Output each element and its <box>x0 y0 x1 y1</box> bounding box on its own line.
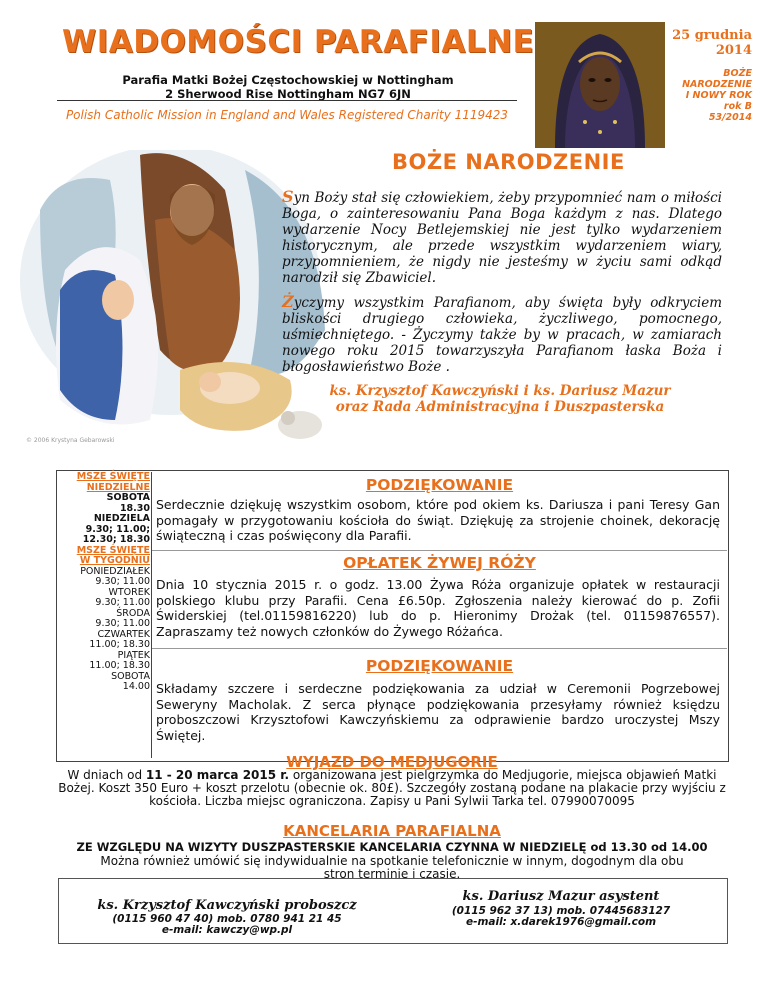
mass-time-wed: 9.30; 11.00 <box>95 618 150 629</box>
pastor-phone: (0115 960 47 40) mob. 0780 941 21 45 <box>112 913 342 925</box>
medjugorje-body-pre: W dniach od <box>67 768 146 782</box>
christmas-signature-1: ks. Krzysztof Kawczyński i ks. Dariusz Mazur <box>329 383 671 399</box>
painting-signature: © 2006 Krystyna Gebarowski <box>26 437 115 444</box>
thanks-1-body: Serdecznie dziękuję wszystkim osobom, które pod okiem ks. Dariusza i pani Teresy Gan pomagały w przygotowaniu kościoła do świąt. Dziękuję za strojenie choinek, dekorację świąteczną i czas poświęcony dla Parafii. <box>156 497 720 543</box>
newsletter-title: WIADOMOŚCI PARAFIALNE <box>62 24 535 60</box>
oplatek-body: Dnia 10 stycznia 2015 r. o godz. 13.00 Żywa Róża organizuje opłatek w restauracji polskiego klubu przy Parafii. Cena £6.50p. Zgłoszenia należy kierować do p. Zofii Świderskiej (tel.01159816220) lub do p. Hieronimy Drożak (tel. 01159876557). Zapraszamy też nowych członków do Żywego Różańca. <box>156 577 720 639</box>
assistant-email: e-mail: x.darek1976@gmail.com <box>465 916 657 928</box>
mass-time-sat: 18.30 <box>119 502 150 514</box>
office-hours: ZE WZGLĘDU NA WIZYTY DUSZPASTERSKIE KANCELARIA CZYNNA W NIEDZIELĘ od 13.30 od 14.00 <box>76 840 708 854</box>
mass-time-mon: 9.30; 11.00 <box>95 576 150 587</box>
mass-time-tue: 9.30; 11.00 <box>95 597 150 608</box>
oplatek-title: OPŁATEK ŻYWEJ RÓŻY <box>343 554 536 572</box>
christmas-signature-2: oraz Rada Administracyjna i Duszpasterska <box>335 399 665 415</box>
pastor-name: ks. Krzysztof Kawczyński proboszcz <box>97 898 357 913</box>
christmas-p2-text: yczymy wszystkim Parafianom, aby święta były odkryciem bliskości drugiego człowieka, życzliwego, pomocnego, uśmiechniętego. - Życzymy także by w pracach, w zamiarach nowego roku 2015 towarzyszyła Parafianom łaska Boża i błogosławieństwo Boże . <box>282 295 722 375</box>
mass-day-wed: ŚRODA <box>116 607 150 619</box>
mass-column-divider <box>151 472 152 758</box>
office-title: KANCELARIA PARAFIALNA <box>283 822 501 840</box>
masthead-divider <box>57 100 517 101</box>
dropcap-z: Ż <box>282 292 294 311</box>
sunday-mass-heading-2: NIEDZIELNE <box>86 481 150 493</box>
issue-feast-1: BOŻE <box>723 68 752 79</box>
mass-day-sun: NIEDZIELA <box>93 513 150 524</box>
mass-day-mon: PONIEDZIAŁEK <box>80 565 150 577</box>
assistant-phone: (0115 962 37 13) mob. 07445683127 <box>451 905 671 917</box>
section-divider-2 <box>152 648 727 649</box>
mass-time-fri: 11.00; 18.30 <box>89 660 150 671</box>
issue-date-year: 2014 <box>715 43 752 58</box>
mass-times-column <box>56 472 150 693</box>
mass-day-sat2: SOBOTA <box>111 670 150 682</box>
mass-day-fri: PIĄTEK <box>117 649 150 661</box>
christmas-title: BOŻE NARODZENIE <box>392 150 625 174</box>
christmas-p1-text: yn Boży stał się człowiekiem, żeby przypomnieć nam o miłości Boga, o zainteresowaniu Pana Boga każdym z nas. Dlatego wydarzenie Nocy Betlejemskiej nie jest tylko wydarzeniem historycznym, ale przede wszystkim wydarzeniem wiary, przypomnieniem, że nigdy nie jesteśmy w życiu sami odkąd narodził się Zbawiciel. <box>282 190 722 286</box>
madonna-icon-image <box>535 22 665 148</box>
mass-day-tue: WTOREK <box>108 586 150 598</box>
issue-date-day: 25 grudnia <box>672 28 752 43</box>
mass-time-sat2: 14.00 <box>122 681 150 692</box>
medjugorje-body <box>56 769 728 808</box>
issue-feast-3: I NOWY ROK <box>685 90 752 101</box>
mass-time-thu: 11.00; 18.30 <box>89 639 150 650</box>
mass-day-thu: CZWARTEK <box>97 628 150 640</box>
dropcap-s: S <box>282 187 294 206</box>
pastor-email: e-mail: kawczy@wp.pl <box>161 924 293 936</box>
christmas-paragraph-1 <box>282 189 722 286</box>
thanks-2-title: PODZIĘKOWANIE <box>365 657 514 675</box>
sunday-mass-heading-1: MSZE ŚWIĘTE <box>76 471 150 482</box>
weekday-mass-heading-1: MSZE ŚWIĘTE <box>76 544 150 556</box>
parish-address: 2 Sherwood Rise Nottingham NG7 6JN <box>165 87 411 101</box>
weekday-mass-heading-2: W TYGODNIU <box>79 555 150 566</box>
section-divider-1 <box>152 550 727 551</box>
assistant-name: ks. Dariusz Mazur asystent <box>462 889 660 904</box>
medjugorje-body-post: organizowana jest pielgrzymka do Medjugorie, miejsca objawień Matki Bożej. Koszt 350 Euro + koszt przelotu (obecnie ok. 80£). Szczegóły zostaną podane na plakacie przy wyjściu z kościoła. Liczba miejsc ograniczona. Zapisy u Pani Sylwii Tarka tel. 07990070095 <box>58 768 726 808</box>
mass-time-sun-2: 12.30; 18.30 <box>82 534 150 545</box>
charity-line: Polish Catholic Mission in England and Wales Registered Charity 1119423 <box>65 108 509 122</box>
parish-name: Parafia Matki Bożej Częstochowskiej w Nottingham <box>122 73 454 87</box>
issue-number: 53/2014 <box>708 112 752 123</box>
thanks-2-body: Składamy szczere i serdeczne podziękowania za udział w Ceremonii Pogrzebowej Seweryny Macholak. Z serca płynące podziękowania przesyłamy również księdzu proboszczowi Krzysztofowi Kawczyńskiemu za odprawienie bardzo uroczystej Mszy Świętej. <box>156 681 720 743</box>
christmas-paragraph-2 <box>282 294 722 375</box>
issue-cycle: rok B <box>723 101 752 112</box>
medjugorje-title: WYJAZD DO MEDJUGORIE <box>286 753 498 771</box>
mass-day-sat: SOBOTA <box>106 492 150 503</box>
medjugorje-dates: 11 - 20 marca 2015 r. <box>145 768 290 782</box>
issue-feast-2: NARODZENIE <box>682 79 752 90</box>
mass-time-sun-1: 9.30; 11.00; <box>85 523 150 535</box>
thanks-1-title: PODZIĘKOWANIE <box>365 476 514 494</box>
office-appointment: Można również umówić się indywidualnie na spotkanie telefonicznie w innym, dogodnym dla obu stron terminie i czasie. <box>100 854 684 881</box>
